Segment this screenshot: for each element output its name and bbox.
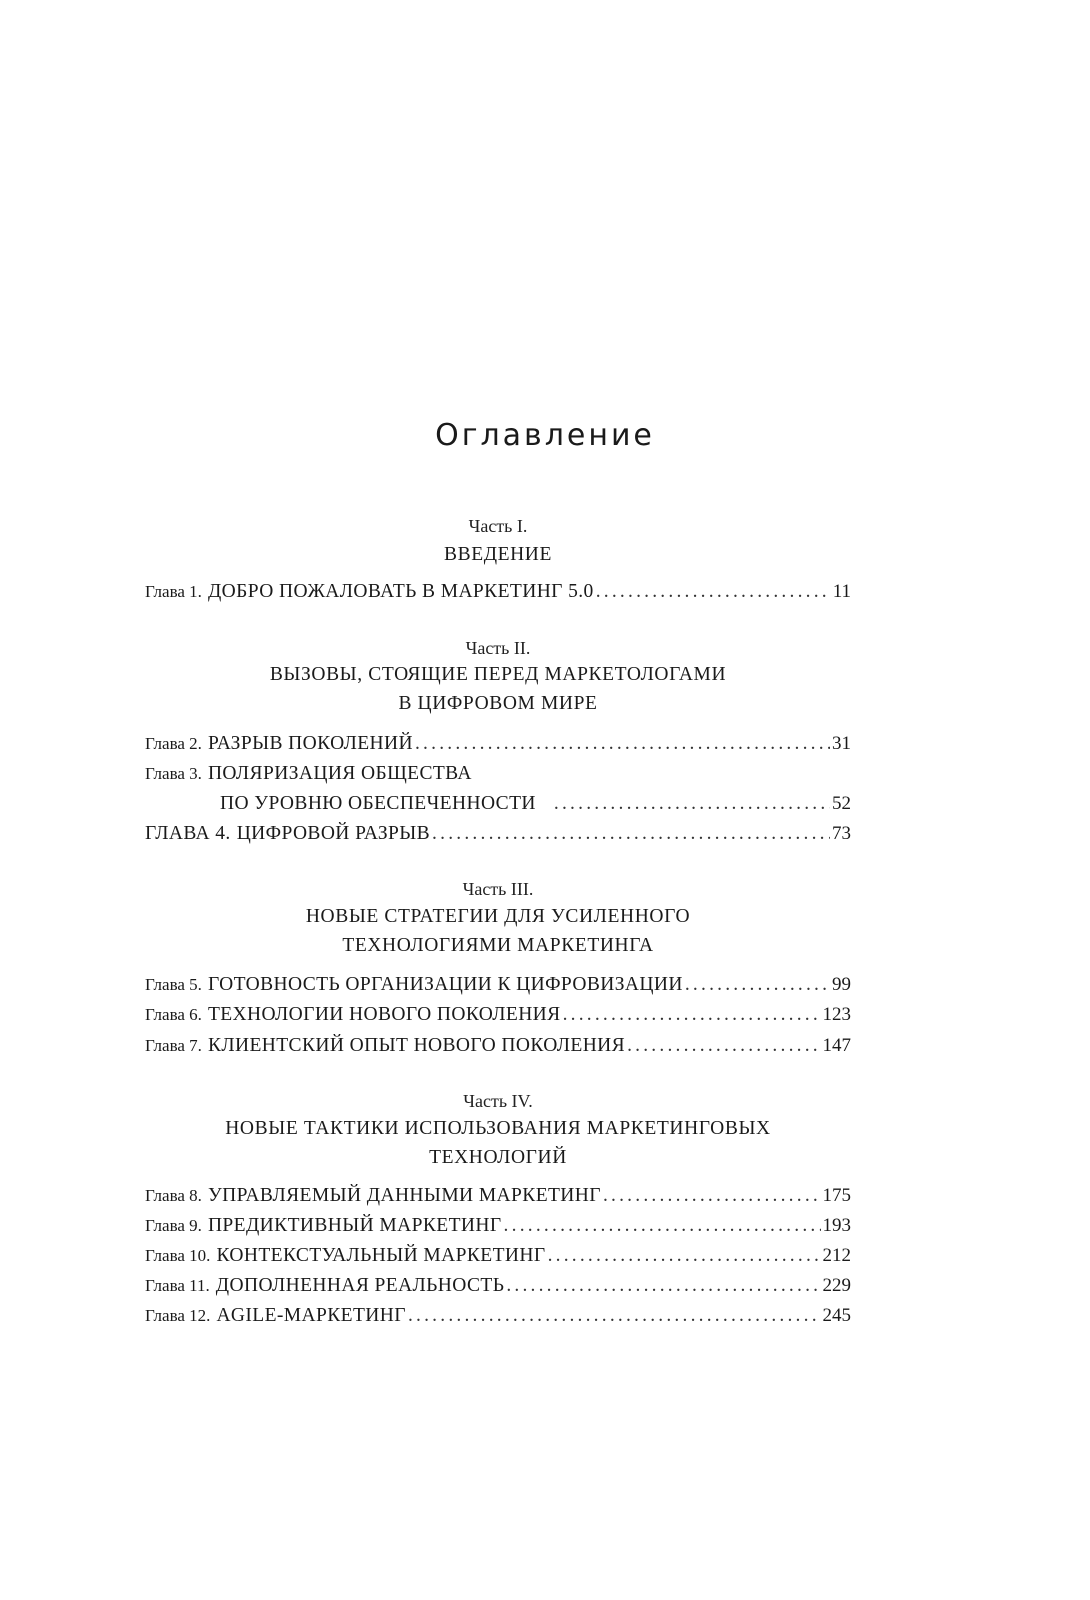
page-number: 31 (832, 733, 851, 754)
toc-entry-chapter-3[interactable] (145, 763, 851, 789)
dot-leader (685, 974, 830, 996)
dot-leader (563, 1004, 821, 1026)
dot-leader (596, 581, 831, 603)
chapter-number: ГЛАВА 4. (145, 823, 231, 844)
chapter-title: УПРАВЛЯЕМЫЙ ДАННЫМИ МАРКЕТИНГ (207, 1185, 601, 1206)
toc-entry-chapter-2[interactable] (145, 733, 851, 759)
part-4-title (145, 1114, 851, 1172)
part-3-title (145, 902, 851, 960)
page-number: 52 (832, 793, 851, 814)
toc-entry-chapter-3-continued[interactable] (220, 793, 851, 819)
chapter-number: Глава 8. (145, 1186, 202, 1205)
page-number: 193 (822, 1215, 851, 1236)
toc-entry-chapter-8[interactable] (145, 1185, 851, 1211)
part-1-label: Часть I. (468, 516, 528, 536)
toc-entry-chapter-7[interactable] (145, 1035, 851, 1061)
page-number: 99 (832, 974, 851, 995)
chapter-number: Глава 6. (145, 1005, 202, 1024)
chapter-title: AGILE-МАРКЕТИНГ (216, 1305, 406, 1326)
chapter-number: Глава 9. (145, 1216, 202, 1235)
chapter-title: ЦИФРОВОЙ РАЗРЫВ (236, 823, 431, 844)
dot-leader (432, 823, 830, 845)
page-number: 229 (822, 1275, 851, 1296)
chapter-title: РАЗРЫВ ПОКОЛЕНИЙ (207, 733, 413, 754)
part-2-title (145, 660, 851, 718)
chapter-title: ПОЛЯРИЗАЦИЯ ОБЩЕСТВА (207, 763, 472, 784)
chapter-title: КЛИЕНТСКИЙ ОПЫТ НОВОГО ПОКОЛЕНИЯ (207, 1035, 626, 1056)
dot-leader (548, 1245, 821, 1267)
part-3-label: Часть III. (462, 879, 534, 899)
chapter-title: ГОТОВНОСТЬ ОРГАНИЗАЦИИ К ЦИФРОВИЗАЦИИ (207, 974, 683, 995)
page-title: Оглавление (435, 418, 655, 453)
part-4-title-line: ТЕХНОЛОГИЙ (429, 1147, 567, 1168)
chapter-title: КОНТЕКСТУАЛЬНЫЙ МАРКЕТИНГ (216, 1245, 546, 1266)
page-number: 123 (822, 1004, 851, 1025)
part-4-label: Часть IV. (463, 1091, 533, 1111)
toc-entry-chapter-6[interactable] (145, 1004, 851, 1030)
toc-entry-chapter-10[interactable] (145, 1245, 851, 1271)
chapter-number: Глава 10. (145, 1246, 211, 1265)
part-1-title-line: ВВЕДЕНИЕ (443, 544, 552, 565)
page-number: 147 (822, 1035, 851, 1056)
toc-entry-chapter-9[interactable] (145, 1215, 851, 1241)
page-number: 11 (832, 581, 851, 602)
page-number: 175 (822, 1185, 851, 1206)
chapter-title: ДОБРО ПОЖАЛОВАТЬ В МАРКЕТИНГ 5.0 (207, 581, 594, 602)
chapter-number: Глава 1. (145, 582, 202, 601)
part-3-title-line: НОВЫЕ СТРАТЕГИИ ДЛЯ УСИЛЕННОГО (305, 906, 691, 927)
chapter-title: ТЕХНОЛОГИИ НОВОГО ПОКОЛЕНИЯ (207, 1004, 561, 1025)
dot-leader (603, 1185, 821, 1207)
page-number: 245 (822, 1305, 851, 1326)
page-number: 212 (822, 1245, 851, 1266)
chapter-number: Глава 3. (145, 764, 202, 783)
dot-leader (504, 1215, 821, 1237)
toc-entry-chapter-5[interactable] (145, 974, 851, 1000)
part-3-title-line: ТЕХНОЛОГИЯМИ МАРКЕТИНГА (342, 935, 654, 956)
toc-entry-chapter-11[interactable] (145, 1275, 851, 1301)
dot-leader (554, 793, 830, 815)
dot-leader (408, 1305, 821, 1327)
page-number: 73 (832, 823, 851, 844)
dot-leader (627, 1035, 820, 1057)
chapter-number: Глава 11. (145, 1276, 210, 1295)
chapter-title: ПРЕДИКТИВНЫЙ МАРКЕТИНГ (207, 1215, 502, 1236)
chapter-number: Глава 2. (145, 734, 202, 753)
dot-leader (506, 1275, 820, 1297)
toc-entry-chapter-1[interactable] (145, 581, 851, 607)
dot-leader (415, 733, 830, 755)
toc-entry-chapter-12[interactable] (145, 1305, 851, 1331)
part-4-title-line: НОВЫЕ ТАКТИКИ ИСПОЛЬЗОВАНИЯ МАРКЕТИНГОВЫХ (225, 1118, 771, 1139)
part-2-title-line: ВЫЗОВЫ, СТОЯЩИЕ ПЕРЕД МАРКЕТОЛОГАМИ (269, 664, 727, 685)
chapter-title-continued: ПО УРОВНЮ ОБЕСПЕЧЕННОСТИ (220, 793, 536, 814)
chapter-number: Глава 12. (145, 1306, 211, 1325)
part-1-title (145, 540, 851, 569)
toc-entry-chapter-4[interactable] (145, 823, 851, 849)
chapter-number: Глава 7. (145, 1036, 202, 1055)
chapter-title: ДОПОЛНЕННАЯ РЕАЛЬНОСТЬ (215, 1275, 505, 1296)
part-2-label: Часть II. (465, 638, 531, 658)
part-2-title-line: В ЦИФРОВОМ МИРЕ (398, 693, 598, 714)
chapter-number: Глава 5. (145, 975, 202, 994)
